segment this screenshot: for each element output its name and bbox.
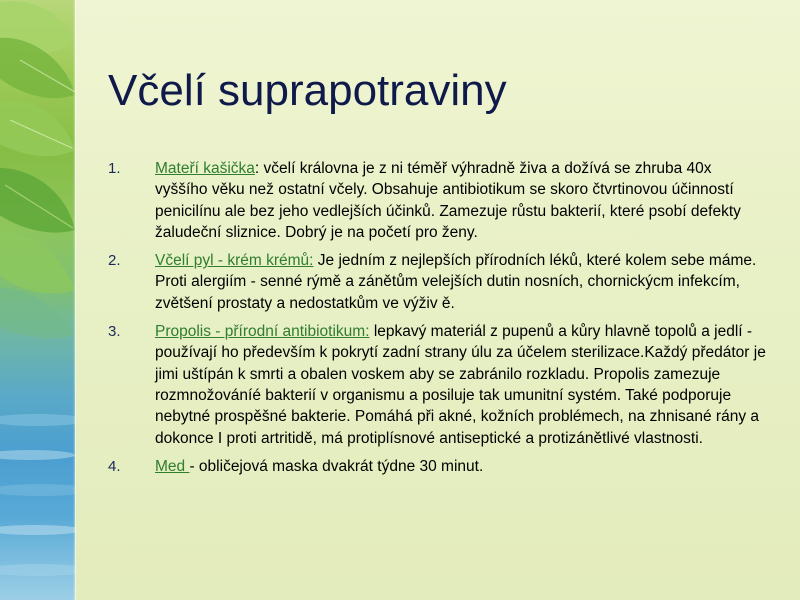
list-item-text: : včelí královna je z ni téměř výhradně živa a dožívá se zhruba 40x vyššího věku než ostatní včely. Obsahuje antibiotikum se skoro čtvrtinovou účinností penicilínu ale bez jeho vedlejších účinků. Zamezuje růstu bakterií, které psobí defekty žaludeční sliznice. Dobrý je na početí pro ženy.: [155, 160, 741, 241]
list-item-term-link[interactable]: Med: [155, 457, 190, 475]
list-item-text: - obličejová maska dvakrát týdne 30 minut.: [189, 457, 484, 475]
list-item-honey: [108, 456, 768, 477]
list-item-bee-pollen: [108, 250, 768, 314]
panel-edge-highlight: [73, 0, 76, 600]
list-item-royal-jelly: [108, 158, 768, 243]
list-item-number: 4.: [108, 457, 121, 475]
list-item-number: 3.: [108, 323, 121, 341]
list-item-text: lepkavý materiál z pupenů a kůry hlavně topolů a jedlí - používají ho především k pokrytí zadní strany úlu za účelem sterilizace.Každý předátor je jimi uštípán k smrti a obalen voskem aby se zabránilo rozkladu. Propolis zamezuje rozmnožováníé bakterií v organismu a posiluje tak umunitní systém. Také podporuje nebytné prospěšné bakterie. Pomáhá při akné, kožních problémech, na zhnisané rány a dokonce I proti artritidě, má protiplísnové antiseptické a protizánětlivé vlastnosti.: [155, 323, 766, 447]
list-item-text: Je jedním z nejlepších přírodních léků, které kolem sebe máme. Proti alergiím - senné rýmě a zánětům velejších dutin nosních, chornickýcm infekcím, zvětšení prostaty a nedostatkům ve výživ ě.: [155, 252, 757, 312]
decorative-leaves-water-panel: [0, 0, 75, 600]
leaves-water-illustration: [0, 0, 75, 600]
list-item-term-link[interactable]: Včelí pyl - krém krémů:: [155, 252, 314, 270]
list-item-term-link[interactable]: Propolis - přírodní antibiotikum:: [155, 323, 370, 341]
list-item-number: 1.: [108, 160, 121, 177]
list-item-term-link[interactable]: Mateří kašička: [155, 160, 255, 177]
list-item-number: 2.: [108, 252, 121, 270]
numbered-list: [108, 158, 768, 484]
list-item-propolis: [108, 321, 768, 449]
slide-title: Včelí suprapotraviny: [108, 66, 507, 115]
